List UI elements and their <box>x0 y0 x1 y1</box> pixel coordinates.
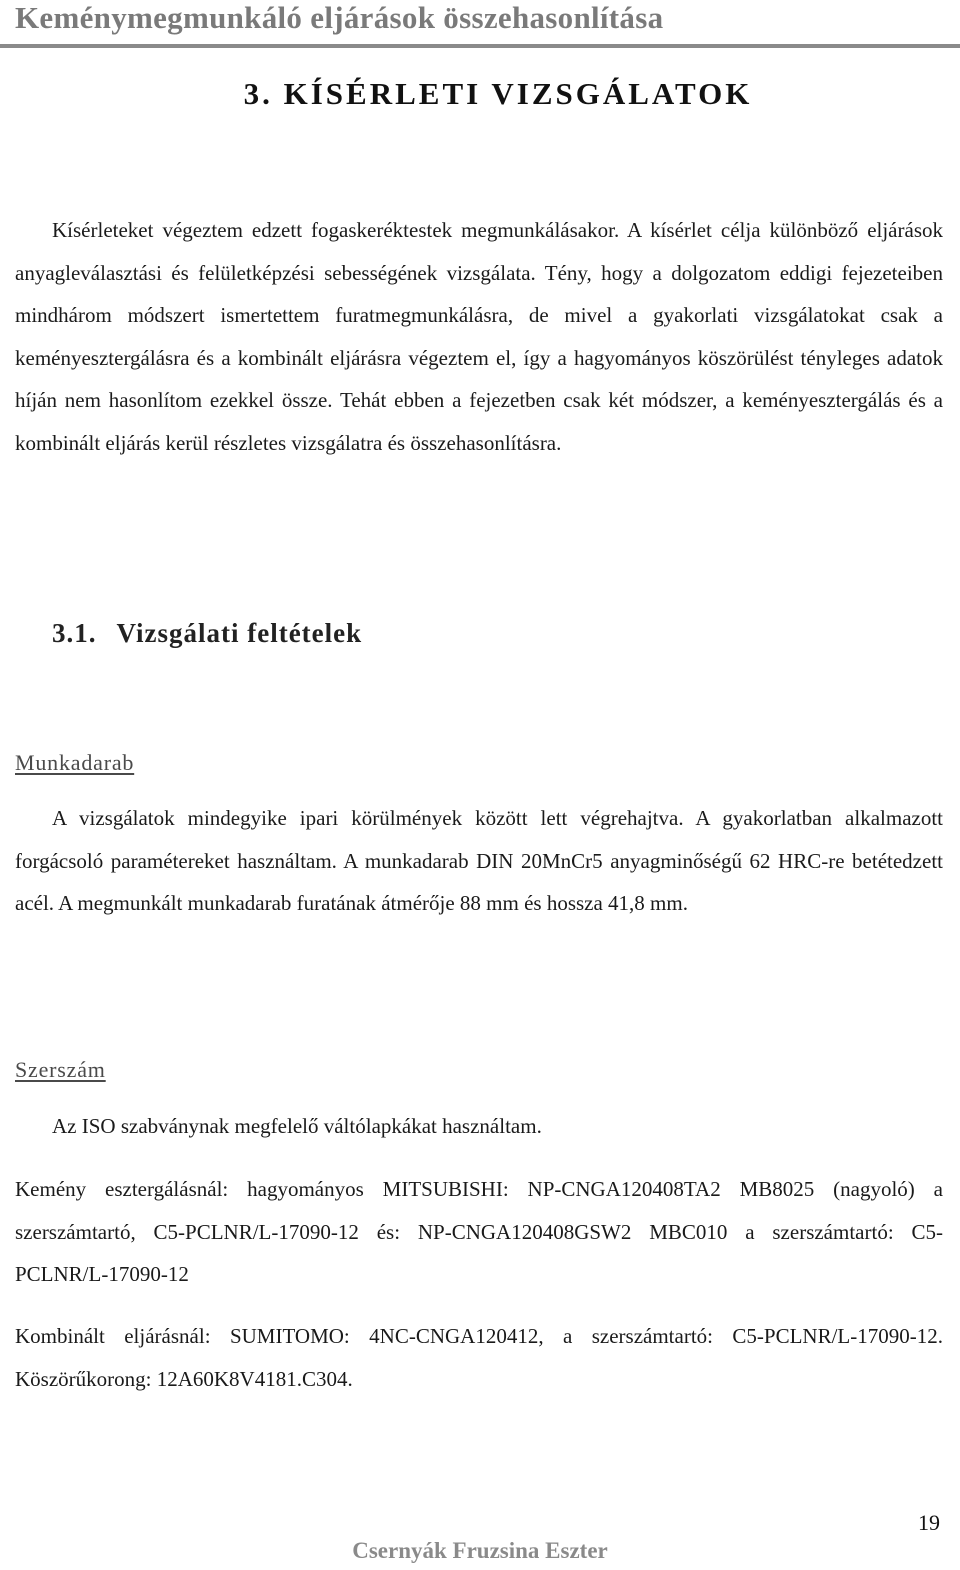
workpiece-paragraph: A vizsgálatok mindegyike ipari körülmények között lett végrehajtva. A gyakorlatban alkalmazott forgácsoló paramétereket használtam. A munkadarab DIN 20MnCr5 anyagminőségű 62 HRC-re betétedzett acél. A megmunkált munkadarab furatának átmérője 88 mm és hossza 41,8 mm. <box>15 806 943 916</box>
intro-paragraph: Kísérleteket végeztem edzett fogaskeréktestek megmunkálásakor. A kísérlet célja különböző eljárások anyagleválasztási és felületképzési sebességének vizsgálata. Tény, hogy a dolgozatom eddigi fejezeteiben mindhárom módszert ismertettem furatmegmunkálásra, de mivel a gyakorlati vizsgálatokat csak a keményesztergálásra és a kombinált eljárásra végeztem el, így a hagyományos köszörülést tényleges adatok híján nem hasonlítom ezekkel össze. Tehát ebben a fejezetben csak két módszer, a keményesztergálás és a kombinált eljárás kerül részletes vizsgálatra és összehasonlításra. <box>15 218 943 455</box>
header-divider <box>0 44 960 48</box>
section-number: 3.1. <box>52 618 97 648</box>
page-number: 19 <box>918 1510 940 1535</box>
combined-process-paragraph: Kombinált eljárásnál: SUMITOMO: 4NC-CNGA120412, a szerszámtartó: C5-PCLNR/L-17090-12. Köszörűkorong: 12A60K8V4181.C304. <box>15 1324 943 1391</box>
tool-intro-paragraph: Az ISO szabványnak megfelelő váltólapkákat használtam. <box>52 1114 542 1138</box>
section-title: Vizsgálati feltételek <box>116 618 363 648</box>
tool-heading: Szerszám <box>15 1057 106 1082</box>
hard-turning-paragraph: Kemény esztergálásnál: hagyományos MITSUBISHI: NP-CNGA120408TA2 MB8025 (nagyoló) a szerszámtartó, C5-PCLNR/L-17090-12 és: NP-CNGA120408GSW2 MBC010 a szerszámtartó: C5-PCLNR/L-17090-12 <box>15 1177 943 1287</box>
running-header-title: Keménymegmunkáló eljárások összehasonlítása <box>15 0 664 35</box>
chapter-title: 3. KÍSÉRLETI VIZSGÁLATOK <box>243 76 753 111</box>
workpiece-heading: Munkadarab <box>15 750 135 775</box>
footer-author: Csernyák Fruzsina Eszter <box>352 1538 608 1563</box>
section-heading <box>52 618 362 649</box>
